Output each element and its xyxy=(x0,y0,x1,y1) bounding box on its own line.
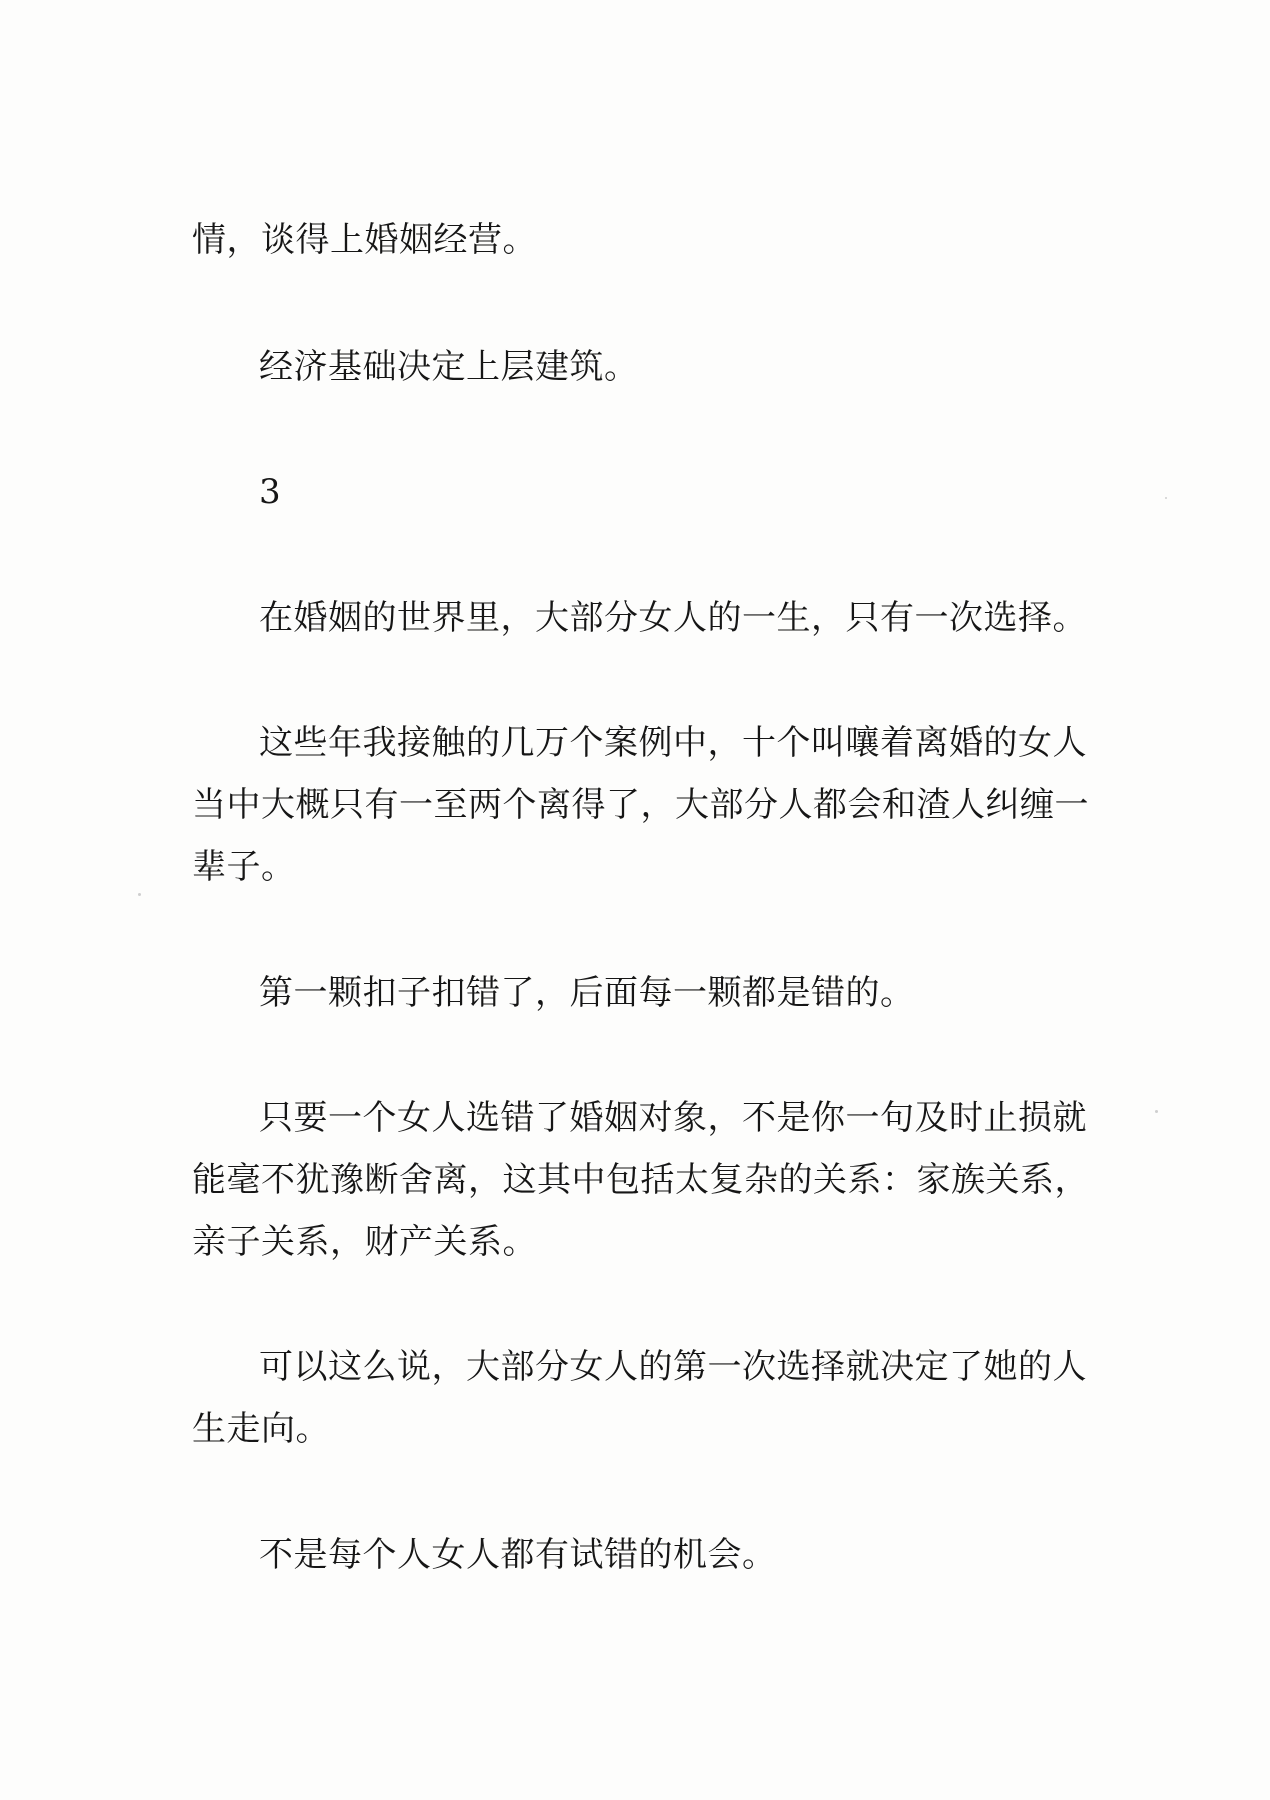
text-line: 第一颗扣子扣错了，后面每一颗都是错的。 xyxy=(259,973,915,1013)
text-line: 情，谈得上婚姻经营。 xyxy=(192,220,537,260)
scan-speck xyxy=(138,893,141,896)
section-number: 3 xyxy=(259,472,282,512)
text-line: 辈子。 xyxy=(192,847,296,887)
text-line: 生走向。 xyxy=(192,1409,330,1449)
scan-speck xyxy=(1155,1110,1158,1113)
text-line: 这些年我接触的几万个案例中，十个叫嚷着离婚的女人 xyxy=(259,723,1087,763)
text-line: 当中大概只有一至两个离得了，大部分人都会和渣人纠缠一 xyxy=(192,785,1089,825)
text-line: 只要一个女人选错了婚姻对象，不是你一句及时止损就 xyxy=(259,1098,1087,1138)
scan-speck xyxy=(1165,497,1167,499)
text-line: 亲子关系，财产关系。 xyxy=(192,1222,537,1262)
text-line: 在婚姻的世界里，大部分女人的一生，只有一次选择。 xyxy=(259,598,1087,638)
text-line: 不是每个人女人都有试错的机会。 xyxy=(259,1535,777,1575)
text-line: 经济基础决定上层建筑。 xyxy=(259,347,639,387)
text-line: 可以这么说，大部分女人的第一次选择就决定了她的人 xyxy=(259,1347,1087,1387)
text-line: 能毫不犹豫断舍离，这其中包括太复杂的关系：家族关系， xyxy=(192,1160,1089,1200)
